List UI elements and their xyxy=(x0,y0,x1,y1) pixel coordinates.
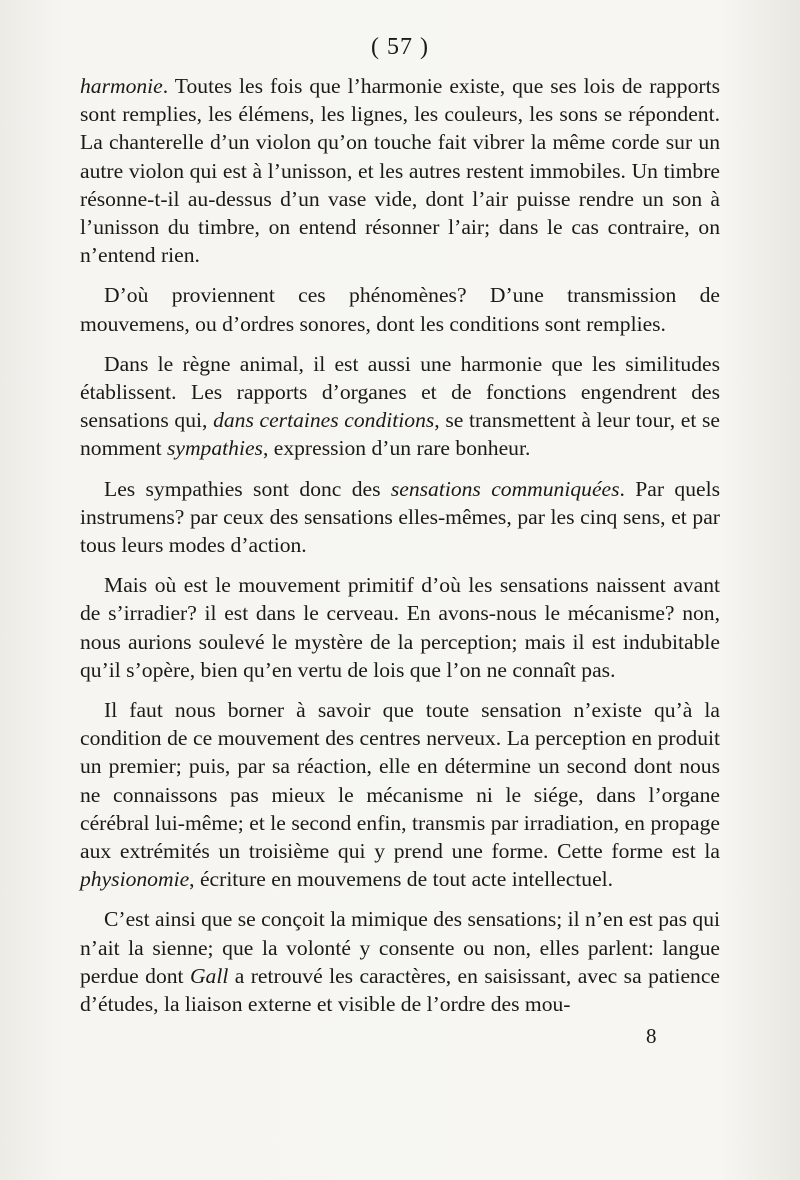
page-number: ( 57 ) xyxy=(371,34,429,60)
italic-text: physionomie xyxy=(80,867,190,892)
text-run: . Toutes les fois que l’harmonie existe, que ses lois de rapports sont remplies, les élémens, les lignes, les couleurs, les sons se répondent. La chanterelle d’un violon qu’on touche fait vibrer la même corde sur un autre violon qui est à l’unisson, et les autres restent immobiles. Un timbre résonne-t-il au-dessus d’un vase vide, dont l’air puisse rendre un son à l’unisson du timbre, on entend résonner l’air; dans le cas contraire, on n’entend rien. xyxy=(80,74,720,268)
paragraph xyxy=(80,905,720,1018)
italic-text: dans certaines conditions xyxy=(213,408,435,433)
paragraph xyxy=(80,281,720,337)
paragraph xyxy=(80,72,720,269)
text-run: C’est ainsi que se conçoit la mimique des sensations; il n’en est pas qui n’ait la sienne; que la volonté y consente ou non, elles parlent: langue perdue dont xyxy=(80,907,720,988)
text-run: . Par quels instrumens? par ceux des sensations elles-mêmes, par les cinq sens, et par tous leurs modes d’action. xyxy=(80,476,720,558)
paragraph xyxy=(80,475,720,560)
paragraph xyxy=(80,350,720,463)
paragraph xyxy=(80,696,720,893)
italic-text: harmonie xyxy=(80,74,163,98)
text-run: a retrouvé les caractères, en saisissant, avec sa patience d’études, la liaison externe et visible de l’ordre des mou- xyxy=(80,963,720,1017)
italic-text: sympathies xyxy=(166,436,263,461)
paragraph xyxy=(80,571,720,684)
text-run: , écriture en mouvemens de tout acte intellectuel. xyxy=(189,867,614,892)
text-run: , se transmettent à leur tour, et se nomment xyxy=(80,408,720,461)
text-run: Dans le règne animal, il est aussi une harmonie que les similitudes établissent. Les rapports d’organes et de fonctions engendrent des sensations qui, xyxy=(80,351,720,433)
body-text xyxy=(80,72,720,1030)
text-run: Mais où est le mouvement primitif d’où les sensations naissent avant de s’irradier? il est dans le cerveau. En avons-nous le mécanisme? non, nous aurions soulevé le mystère de la perception; mais il est indubitable qu’il s’opère, bien qu’en vertu de lois que l’on ne connaît pas. xyxy=(80,573,720,682)
italic-text: Gall xyxy=(189,963,229,988)
italic-text: sensations communiquées xyxy=(390,476,620,501)
text-run: , expression d’un rare bonheur. xyxy=(262,436,531,461)
text-run: Les sympathies sont donc des xyxy=(104,476,391,501)
text-run: D’où proviennent ces phénomènes? D’une transmission de mouvemens, ou d’ordres sonores, dont les conditions sont remplies. xyxy=(80,283,720,336)
signature-mark: 8 xyxy=(646,1024,657,1048)
text-run: Il faut nous borner à savoir que toute sensation n’existe qu’à la condition de ce mouvement des centres nerveux. La perception en produit un premier; puis, par sa réaction, elle en détermine un second dont nous ne connaissons pas mieux le mécanisme ni le siége, dans l’organe cérébral lui-même; et le second enfin, transmis par irradiation, en propage aux extrémités un troisième qui y prend une forme. Cette forme est la xyxy=(80,698,720,864)
